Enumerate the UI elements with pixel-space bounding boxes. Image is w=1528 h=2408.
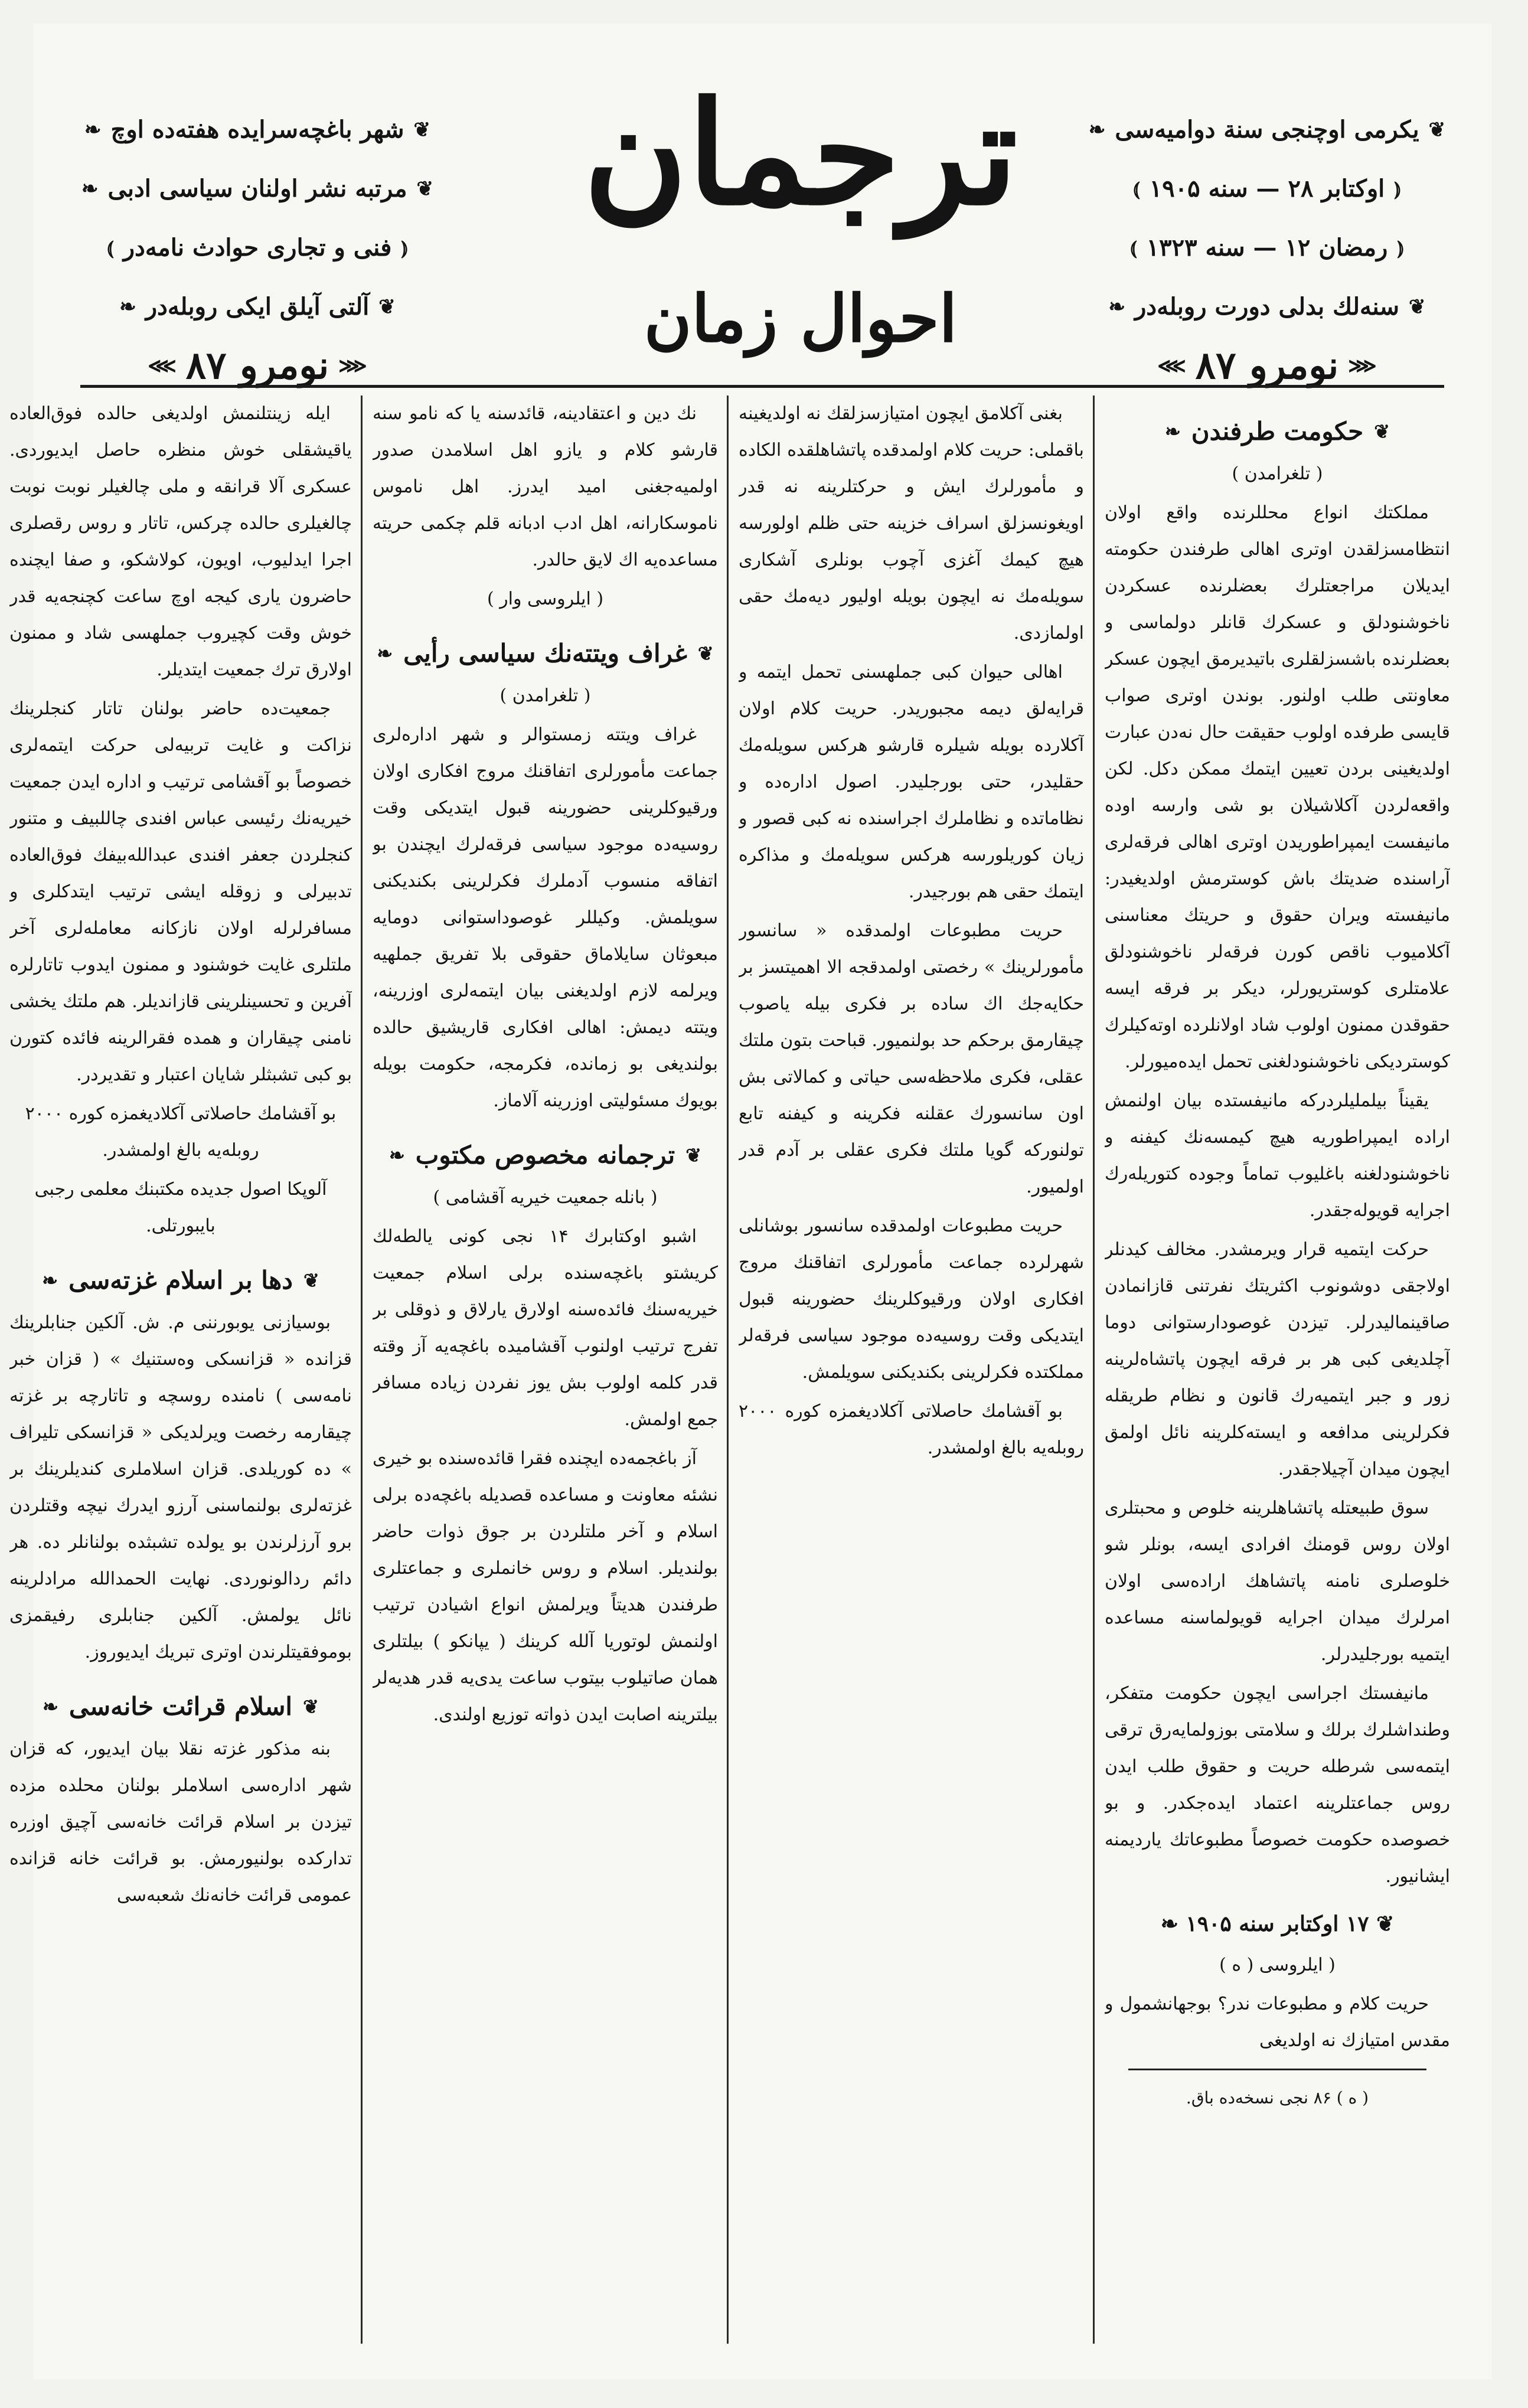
column-separator	[1128, 2069, 1426, 2070]
arrow-ornament-icon: ⋘	[1348, 354, 1377, 378]
signature-line: آلوپکا اصول جدیده مکتبنك معلمی رجبی بایبورتلی.	[34, 1179, 327, 1236]
article-heading	[373, 633, 718, 674]
masthead-price-annual	[1084, 277, 1450, 336]
continued-note: ( ایلروسی وار )	[487, 589, 604, 609]
publication-frequency: شهر باغچه‌سرایده هفته‌ده اوچ	[110, 116, 404, 143]
masthead-year-line	[1084, 100, 1450, 159]
article-paragraph: مانیفستك اجراسی ایچون حکومت متفکر، وطنداشلرك برلك و سلامتی بوزولمایه‌رق ترقی ایتمه‌سی شرطله حریت و حقوق طلب ایدن روس جماعتلرینه اعتماد ایده‌جکدر. و بو خصوصده حکومت خصوصاً مطبوعاتك یاردیمنه ایشانیور.	[1105, 1683, 1450, 1887]
article-paragraph: بنه مذکور غزته نقلا بیان ایدیور، که قزان شهر اداره‌سی اسلاملر بولنان محلده مزده تیزدن بر اسلام قرائت خانه‌سی آچیق اوزره تدارکده بولنیورمش. بو قرائت خانه قزانده عمومی قرائت خانه‌نك شعبه‌سی	[9, 1739, 352, 1906]
article-paragraph: بوسیازنی یوبورننی م. ش. آلکین جنابلرینك قزانده « قزانسکی وه‌ستنیك » ( قزان خبر نامه‌سی ) نامنده روسچه و تاتارچه بر غزته چیقارمه رخصت ویرلدیکی « قزانسکی تلیراف » ده کوریلدی. قزان اسلاملری کندیلرینك بر غزته‌لری بولنماسنی آرزو ایدرك نیچه وقتلردن برو آرزلرندن بو یولده تشبثده بولنانلر ده. هر دائم ردالونوردی. نهایت الحمدالله مرادلرینه نائل یولمش. آلکین جنابلری رفیقمزی بوموفقیتلرندن اوتری تبریك ایدیوروز.	[9, 1312, 352, 1662]
floral-ornament-icon: ❦	[413, 118, 430, 142]
floral-ornament-icon: ❧	[43, 1695, 58, 1718]
heading-text: غراف ویتته‌نك سیاسی رأیی	[403, 639, 687, 668]
floral-ornament-icon: ❧	[119, 295, 136, 319]
halfyear-price: آلتی آیلق ایکی روبله‌در	[145, 293, 370, 321]
article-paragraph: نك دین و اعتقادینه، قائدسنه یا که نامو سنه قارشو کلام و یازو اهل اسلامدن صدور اولمیه‌جغنی امید ایدرز. اهل ناموس ناموسکارانه‌، اهل ادب ادبانه قلم چکمی حریته مساعده‌یه اك لایق حالدر.	[373, 403, 718, 570]
article-paragraph: ایله زینتلنمش اولدیغی حالده فوق‌العاده یاقیشقلی خوش منظره حاصل ایدیوردی. عسکری آلا قرانقه و ملی چالغیلر نوبت نوبت چالغیلری حالده چرکس، تاتار و روس رقصلری اجرا ایدلیوب، اویون، کولاشکو، و صفا ایچنده حاضرون یاری کیجه اوچ ساعت کچنجه‌یه قدر خوش وقت کچیروب جملهسی شاد و ممنون اولارق ترك جمعیت ایتدیلر.	[9, 403, 352, 680]
bracket-ornament-icon: ⦆	[1130, 236, 1137, 260]
column-2	[739, 396, 1084, 2344]
masthead-title: ترجمان	[583, 70, 1018, 237]
article-paragraph: مملکتك انواع محللرنده واقع اولان انتظامسزلقدن اوتری اهالی طرفندن حکومته ایدیلان مراجعتلرك بعضلرنده عسکردن ناخوشنودلق و عسکرك قانلر دولماسی و بعضلرنده باشسزلقلری باتیدیرمق ایچون عسکر معاونتی طلب اولنور. بوندن اوتری صواب قایسی طرفده اولوب حقیقت حال نه‌دن عبارت اولدیغینی بردن تعیین ایتمك ممکن دکل. لکن واقعه‌لردن آکلاشیلان بو شی وارسه اوده مانیفست ایمپراطوریدن اوتری اهالی فرقه‌لری آراسنده ضدیتك باش کوسترمش اولدیغیدر: مانیفسته ویران حقوق و حریتك معناسنی آکلامیوب ناقص کورن فرقه‌لر ناخوشنودلق علامتلری کوستریورلر، دیکر بر فرقه ایسه حقوقدن ممنون اولوب شاد اولانلرده اوته‌کیلرك کوستردیکی ناخوشنودلغنی تحمل ایده‌میورلر.	[1105, 502, 1450, 1072]
masthead-city-line	[74, 100, 440, 159]
masthead-year: یکرمی اوچنجی سنة دوامیه‌سی	[1115, 116, 1419, 143]
article-paragraph: بغنی آکلامق ایچون امتیازسزلقك نه اولدیغینه باقملی: حریت کلام اولمدقده پاتشاهلقده الکاده و مأمورلرك ایش و حرکتلرینه نه قدر اویغونسزلق اسراف خزینه حتی ظلم اولورسه هیچ کیمك آغزی آچوب بونلری آشکاری سویله‌مك نه ایچون بویله اولیور دیه‌مك حقی اولمازدی.	[739, 403, 1084, 643]
article-dateline	[1105, 1906, 1450, 1942]
masthead-date-gregorian	[1084, 159, 1450, 218]
floral-ornament-icon: ❦	[416, 177, 434, 201]
article-paragraph: حرکت ایتمیه قرار ویرمشدر. مخالف کیدنلر اولاجقی دوشونوب اکثریتك نفرتنی قازانمادن صاقینمالیدرلر. تیزدن غوصودارستوانی دوما آچلدیغی کبی هر بر فرقه ایچون پاتشاه‌لرینه زور و جبر ایتمیه‌رك قانون و نظام طریقله فکرلرینی مدافعه و ایسته‌کلرینه نائل اولمق ایچون میدان آچیلاجقدر.	[1105, 1239, 1450, 1479]
floral-ornament-icon: ❧	[388, 1144, 405, 1167]
article-heading	[9, 1686, 352, 1727]
bracket-ornament-icon: ⦅	[401, 236, 408, 260]
masthead-date-hijri	[1084, 218, 1450, 277]
dateline-text: ۱۷ اوکتابر سنه ۱۹۰۵	[1186, 1912, 1369, 1936]
floral-ornament-icon: ❦	[1374, 420, 1390, 443]
floral-ornament-icon: ❦	[697, 642, 714, 665]
column-3	[373, 396, 718, 2344]
arrow-ornament-icon: ⋙	[148, 354, 177, 378]
article-paragraph: بو آقشامك حاصلاتی آکلادیغمزه کوره ۲۰۰۰ روبله‌یه بالغ اولمشدر.	[739, 1401, 1084, 1458]
masthead-descr1-line	[74, 159, 440, 218]
article-byline: ( تلغرامدن )	[499, 685, 591, 706]
column-divider	[361, 396, 363, 2344]
floral-ornament-icon: ❦	[378, 295, 396, 319]
article-heading	[9, 1260, 352, 1301]
floral-ornament-icon: ❧	[1108, 295, 1125, 319]
article-paragraph: آز باغجمه‌ده ایچنده فقرا قائده‌سنده بو خیری نشئه معاونت و مساعده قصدیله باغچه‌ده برلی اسلام و آخر ملتلردن بر جوق ذوات حاضر بولندیلر. اسلام و روس خانملری و جماعتلری طرفندن هدیتاً ویرلمش انواع اشیادن ترتیب اولنمش لوتوریا آلله کرینك ( یپانکو ) بیلتلری همان صاتیلوب بیتوب ساعت یدی‌یه قدر هدیه‌لر بیلترینه اصابت ایدن ذواته توزیع اولندی.	[373, 1448, 718, 1725]
gregorian-date: اوکتابر ۲۸ — سنه ۱۹۰۵	[1149, 175, 1385, 202]
article-byline: ( تلغرامدن )	[1232, 463, 1323, 484]
newspaper-page	[9, 24, 1491, 2379]
article-paragraph: حریت مطبوعات اولمدقده « سانسور مأمورلرینك » رخصتی اولمدقجه الا اهمیتسز بر حکایه‌جك اك ساده بر فکری بیله یاصوب چیقارمق برحکم حد بولنمیور. قباحت بتون ملتك عقلی، فکری ملاحظه‌سی حیاتی و کمالاتی بش اون سانسورك عقلنه فکرینه و کیفنه تابع تولنورکه گویا ملتك فکری عقلی بر آدم قدر اولمیور.	[739, 920, 1084, 1197]
article-byline: ( بانله جمعیت خیریه آقشامی )	[433, 1187, 658, 1208]
masthead-right-info	[1084, 100, 1450, 396]
column-divider	[727, 396, 729, 2344]
article-paragraph: جمعیت‌ده حاضر بولنان تاتار کنجلرینك نزاکت و غایت تربیه‌لی حرکت ایتمه‌لری خصوصاً بو آقشامی ترتیب و اداره ایدن جمعیت خیریه‌نك رئیسی عباس افندی چاللبیف و متنور کنجلردن جعفر افندی عبدالله‌بیفك فوق‌العاده تدبیرلی و زوقله ایشی ترتیب ایتدکلری و مسافرلرله اولان نازکانه معامله‌لری آخر ملتلری غایت خوشنود و ممنون ایدوب تاتارلره آفرین و تحسینلرینی قازاندیلر. هم ملتك یخشی نامنی چیقاران و همده فقرالرینه فائده کتورن بو کبی تشبثلر شایان اعتبار و تقدیردر.	[9, 698, 352, 1085]
floral-ornament-icon: ❧	[42, 1269, 58, 1292]
issue-number: نومرو ۸۷	[1195, 344, 1339, 388]
heading-text: حکومت طرفندن	[1191, 417, 1364, 446]
floral-ornament-icon: ❧	[1164, 420, 1181, 443]
column-divider	[1093, 396, 1095, 2344]
column-1	[1105, 396, 1450, 2344]
publication-description: مرتبه نشر اولنان سیاسی ادبی	[107, 175, 407, 202]
hijri-date: رمضان ۱۲ — سنه ۱۳۲۳	[1146, 234, 1388, 262]
floral-ornament-icon: ❦	[1428, 118, 1446, 142]
article-paragraph: حریت مطبوعات اولمدقده سانسور بوشانلی شهرلرده جماعت مأمورلری اتفاقنك مروج افکاری اولان ورقیوکلرینك حضورینه قبول ایتدیکی وقت روسیه‌ده موجود سیاسی فرقه‌لر مملکتده فکرلرینی بکندیکنی سویلمش.	[739, 1216, 1084, 1383]
bracket-ornament-icon: ⦅	[1394, 177, 1401, 201]
article-heading	[1105, 411, 1450, 452]
arrow-ornament-icon: ⋘	[338, 354, 367, 378]
masthead-subtitle: احوال زمان	[644, 280, 958, 357]
masthead-left-info	[74, 100, 440, 396]
continued-note: ( ایلروسی ( ه )	[1219, 1955, 1336, 1975]
article-paragraph: اهالی حیوان کبی جملهسنی تحمل ایتمه و قرایه‌لق دیمه مجبوریدر. حریت کلام اولان آکلارده بویله شیلره قارشو هرکس سویله‌مك حقلیدر، حتی بورجلیدر. اصول اداره‌ده و نظاماتده و نظاملرك اجراسنده نه کبی قصور و زیان کوریلورسه هرکس سویله‌مك و مذاکره ایتمك حقی هم بورجیدر.	[739, 662, 1084, 902]
floral-ornament-icon: ❦	[1409, 295, 1426, 319]
floral-ornament-icon: ❦	[685, 1144, 702, 1167]
heading-text: دها بر اسلام غزته‌سی	[68, 1266, 293, 1295]
article-paragraph: سوق طبیعتله پاتشاهلرینه خلوص و محبتلری اولان روس قومنك افرادی ایسه، بونلر شو خلوصلری نامنه پاتشاهك اراده‌سی اولان امرلرك میدان اجرایه قویولماسنه مساعده ایتمیه بورجلیدرلر.	[1105, 1498, 1450, 1665]
arrow-ornament-icon: ⋙	[1157, 354, 1186, 378]
floral-ornament-icon: ❧	[1088, 118, 1106, 142]
masthead-price-halfyear	[74, 277, 440, 336]
floral-ornament-icon: ❦	[1369, 1912, 1395, 1936]
heading-text: ترجمانه مخصوص مکتوب	[415, 1141, 675, 1169]
article-heading	[373, 1135, 718, 1176]
floral-ornament-icon: ❦	[303, 1695, 319, 1718]
article-paragraph: اشبو اوکتابرك ۱۴ نجی کونی یالطه‌لك کریشتو باغچه‌سنده برلی اسلام جمعیت خیریه‌سنك فائده‌سنه اولارق یارلاق و ذوقلی بر تفرج ترتیب اولنوب آقشامیده باغچه‌یه آز وقته قدر کلمه اولوب بش یوز نفردن زیاده مسافر جمع اولمش.	[373, 1226, 718, 1430]
bracket-ornament-icon: ⦆	[107, 236, 114, 260]
article-paragraph: غراف ویتته زمستوالر و شهر اداره‌لری جماعت مأمورلری اتفاقنك مروج افکاری اولان ورقیوکلرینی حضورینه قبول ایتدیکی وقت روسیه‌ده موجود سیاسی فرقه‌لرك ایچندن بو اتفاقه منسوب آدملرك فکرلرینی بکندیکنی سویلمش. وکیللر غوصوداستوانی دومایه مبعوثان سایلاماق حقوقی بلا تفریق جملهیه ویرلمه لازم اولدیغنی بیان ایتمه‌لری اوزرینه، ویتته دیمش: اهالی افکاری قاریشیق حالده بولندیغی بو زمانده، فکرمجه، حکومت بویله بویوك مسئولیتی اوزرینه آلاماز.	[373, 724, 718, 1111]
floral-ornament-icon: ❦	[303, 1269, 319, 1292]
masthead-descr2-line	[74, 218, 440, 277]
masthead-rule	[80, 385, 1444, 388]
article-paragraph: حریت کلام و مطبوعات ندر؟ بوجهانشمول و مقدس امتیازك نه اولدیغی	[1105, 1994, 1450, 2051]
floral-ornament-icon: ❧	[81, 177, 99, 201]
bracket-ornament-icon: ⦅	[1397, 236, 1404, 260]
floral-ornament-icon: ❧	[1160, 1912, 1186, 1936]
article-paragraph: بو آقشامك حاصلاتی آکلادیغمزه کوره ۲۰۰۰ روبله‌یه بالغ اولمشدر.	[25, 1103, 337, 1161]
column-4	[9, 396, 352, 2344]
floral-ornament-icon: ❧	[377, 642, 393, 665]
bracket-ornament-icon: ⦆	[1133, 177, 1140, 201]
publication-description-2: فنی و تجاری حوادث نامه‌در	[123, 234, 392, 262]
floral-ornament-icon: ❧	[84, 118, 102, 142]
issue-number: نومرو ۸۷	[185, 344, 329, 388]
heading-text: اسلام قرائت خانه‌سی	[68, 1692, 293, 1721]
footnote: ( ه ) ۸۶ نجی نسخه‌ده باق.	[1186, 2088, 1369, 2108]
article-paragraph: یقیناً بیلملیلردرکه مانیفستده بیان اولنمش اراده ایمپراطوریه هیچ کیمسه‌نك کیفنه و ناخوشنودلغنه باغلیوب تماماً وجوده کتوریله‌رك اجرایه قویوله‌جقدر.	[1105, 1090, 1450, 1221]
annual-price: سنه‌لك بدلی دورت روبله‌در	[1134, 293, 1400, 321]
